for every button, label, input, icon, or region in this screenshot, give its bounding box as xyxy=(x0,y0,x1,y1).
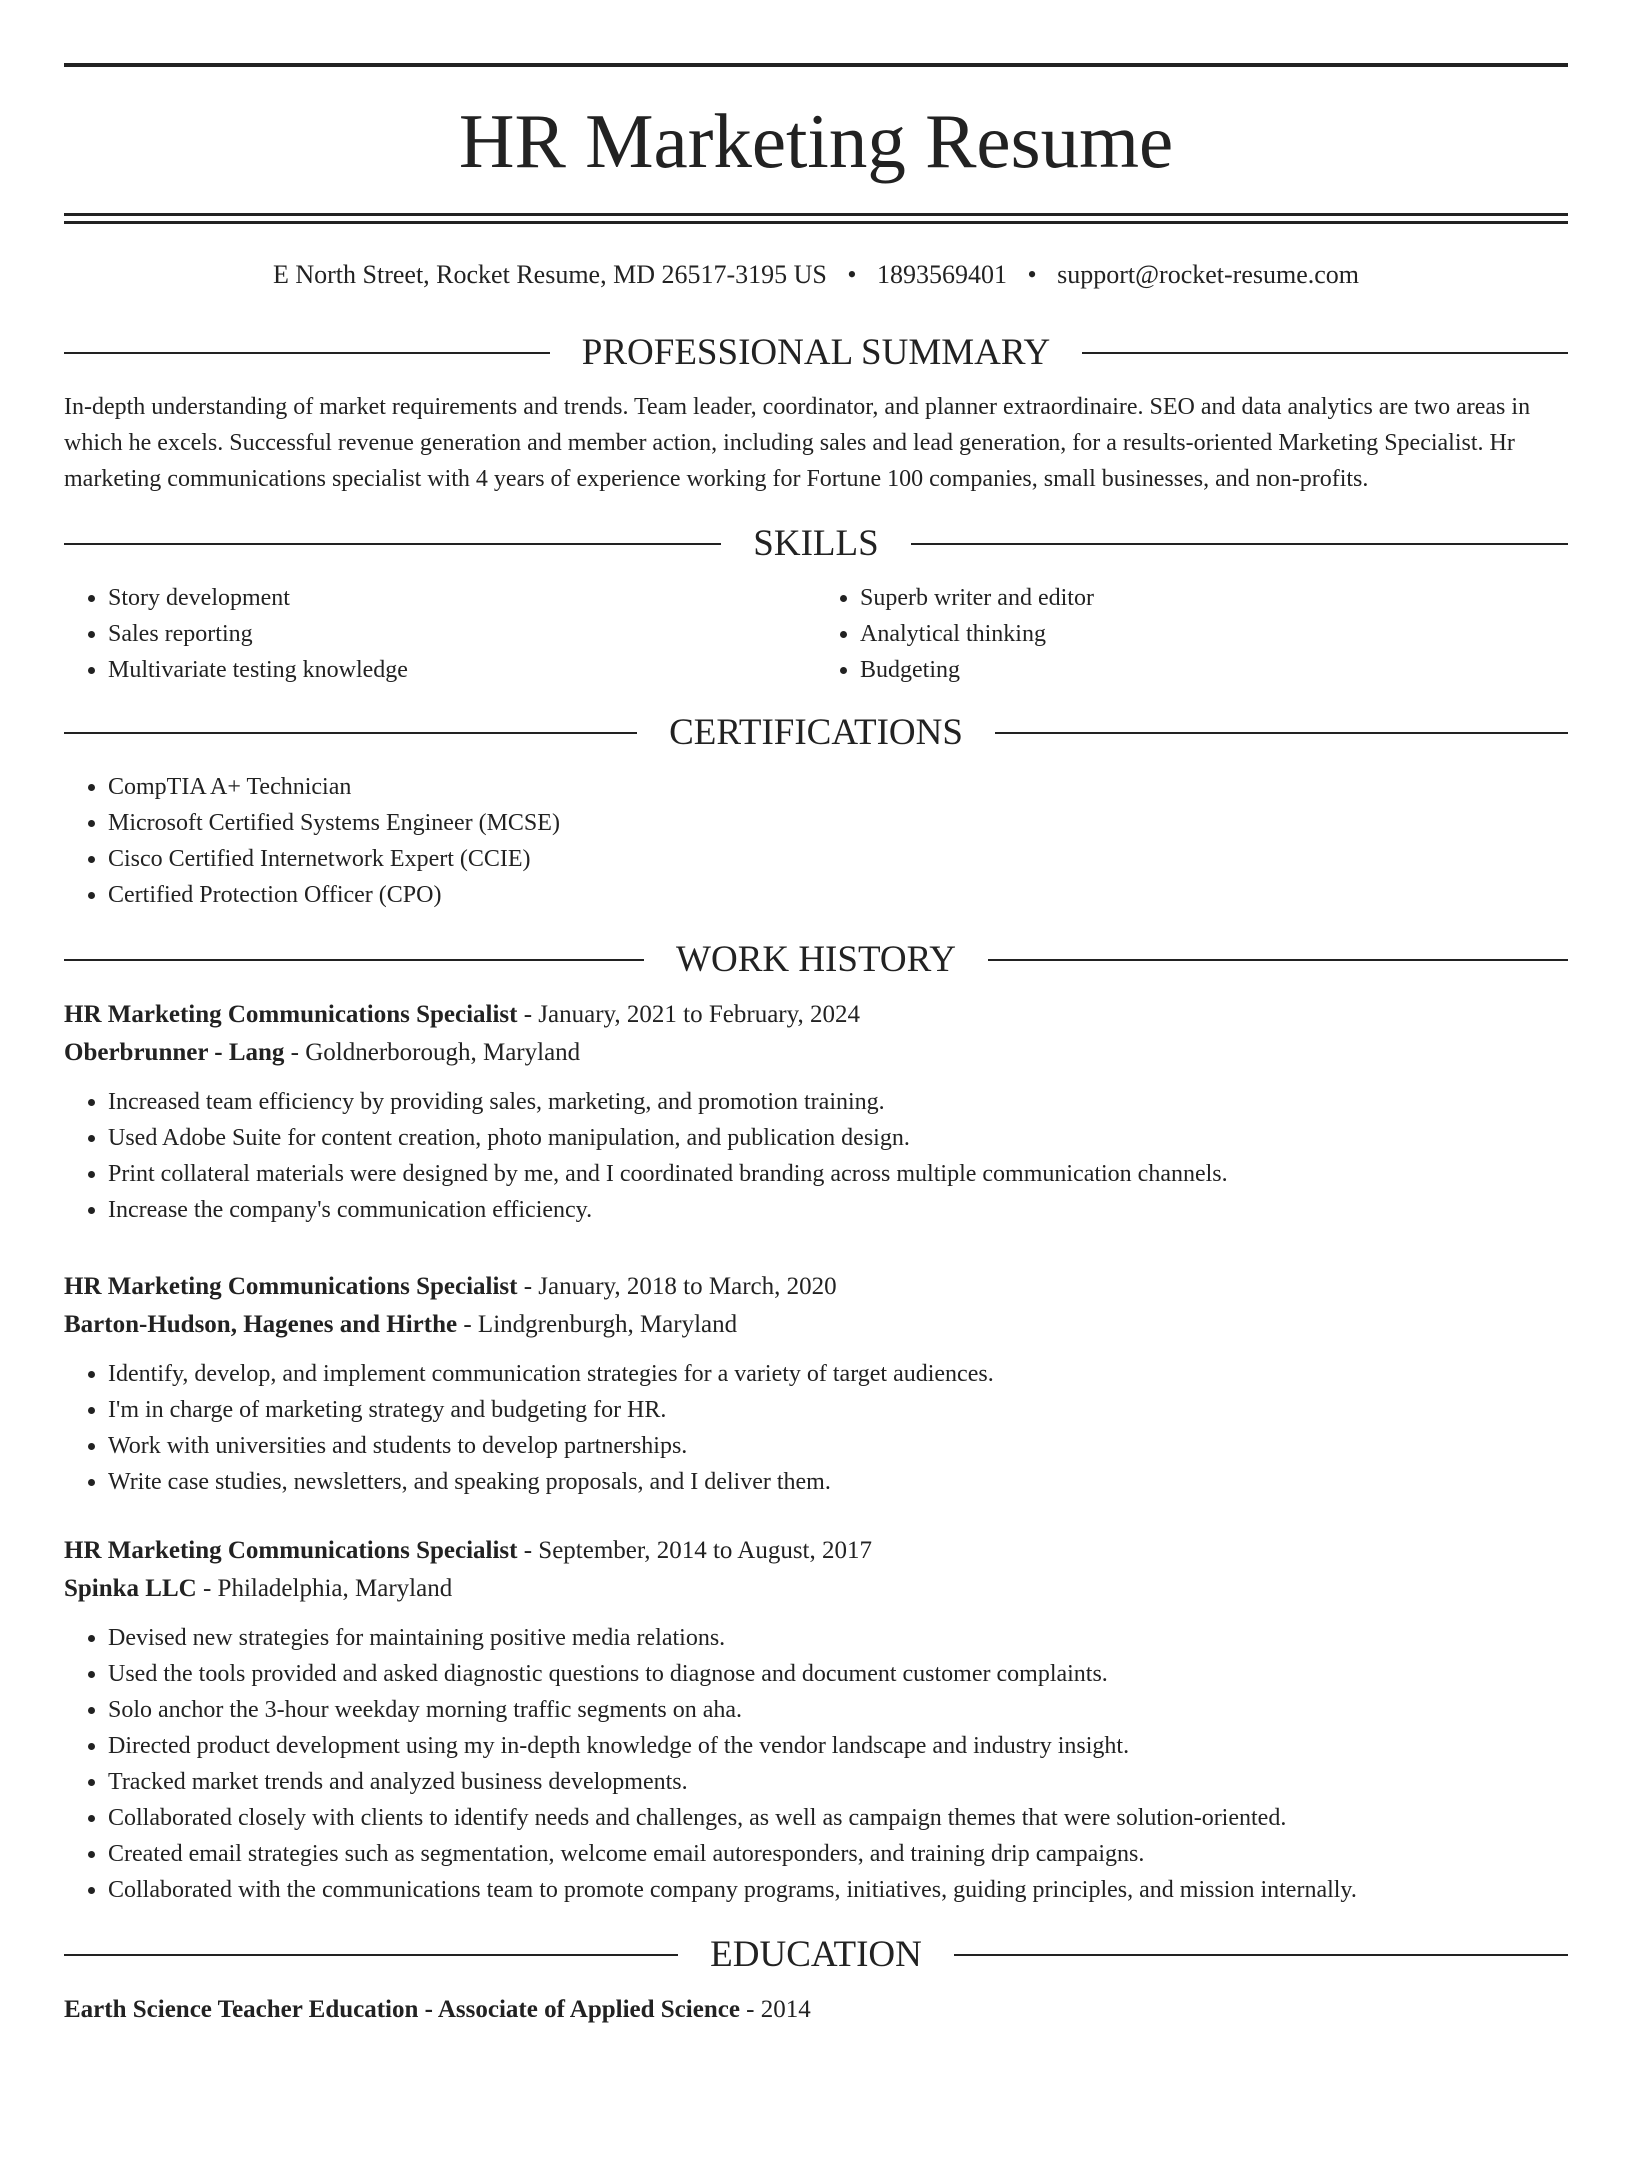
divider-line xyxy=(911,543,1568,545)
list-item: • Write case studies, newsletters, and speaking proposals, and I deliver them. xyxy=(108,1464,1568,1500)
work-entry xyxy=(64,1268,1568,1500)
contact-email: support@rocket-resume.com xyxy=(1057,260,1360,289)
list-item: • Used Adobe Suite for content creation, photo manipulation, and publication design. xyxy=(108,1120,1568,1156)
skills-column-right xyxy=(816,580,1568,688)
list-item: • Directed product development using my in-depth knowledge of the vendor landscape and industry insight. xyxy=(108,1728,1568,1764)
list-item: • Created email strategies such as segmentation, welcome email autoresponders, and training drip campaigns. xyxy=(108,1836,1568,1872)
job-title: HR Marketing Communications Specialist xyxy=(64,1273,518,1300)
list-item: • Certified Protection Officer (CPO) xyxy=(108,877,1568,913)
list-item: • Work with universities and students to develop partnerships. xyxy=(108,1428,1568,1464)
section-header-summary xyxy=(64,334,1568,371)
list-item: • Collaborated with the communications team to promote company programs, initiatives, guiding principles, and mission internally. xyxy=(108,1872,1568,1908)
job-company: Barton-Hudson, Hagenes and Hirthe xyxy=(64,1311,458,1338)
list-item: • Story development xyxy=(108,580,816,616)
education-entry xyxy=(64,1991,1568,2029)
job-dates: - September, 2014 to August, 2017 xyxy=(517,1537,872,1564)
list-item: • Budgeting xyxy=(860,652,1568,688)
list-item: • Sales reporting xyxy=(108,616,816,652)
top-rule xyxy=(64,63,1568,67)
job-location: - Philadelphia, Maryland xyxy=(196,1575,453,1602)
divider-line xyxy=(988,959,1568,961)
section-header-work xyxy=(64,941,1568,978)
section-title-certifications: CERTIFICATIONS xyxy=(669,712,963,753)
section-header-certifications xyxy=(64,714,1568,751)
section-title-work: WORK HISTORY xyxy=(676,939,956,980)
list-item: • Superb writer and editor xyxy=(860,580,1568,616)
work-entry xyxy=(64,996,1568,1228)
education-degree: Earth Science Teacher Education - Associate of Applied Science xyxy=(64,1996,740,2023)
divider-line xyxy=(64,543,721,545)
job-title-line xyxy=(64,1532,1568,1570)
section-title-education: EDUCATION xyxy=(710,1934,922,1975)
list-item: • Cisco Certified Internetwork Expert (CCIE) xyxy=(108,841,1568,877)
resume-title: HR Marketing Resume xyxy=(458,98,1174,184)
skills-list xyxy=(64,580,1568,688)
list-item: • CompTIA A+ Technician xyxy=(108,769,1568,805)
list-item: • Solo anchor the 3-hour weekday morning traffic segments on aha. xyxy=(108,1692,1568,1728)
contact-separator: • xyxy=(1027,260,1037,289)
job-company: Oberbrunner - Lang xyxy=(64,1039,285,1066)
list-item: • Used the tools provided and asked diagnostic questions to diagnose and document customer complaints. xyxy=(108,1656,1568,1692)
title-double-rule xyxy=(64,213,1568,224)
education-year: - 2014 xyxy=(739,1996,811,2023)
divider-line xyxy=(64,959,644,961)
work-entry xyxy=(64,1532,1568,1908)
divider-line xyxy=(64,1954,678,1956)
list-item: • Devised new strategies for maintaining positive media relations. xyxy=(108,1620,1568,1656)
section-title-summary: PROFESSIONAL SUMMARY xyxy=(581,332,1051,373)
list-item: • Collaborated closely with clients to identify needs and challenges, as well as campaign themes that were solution-oriented. xyxy=(108,1800,1568,1836)
list-item: • I'm in charge of marketing strategy and budgeting for HR. xyxy=(108,1392,1568,1428)
contact-separator: • xyxy=(847,260,857,289)
job-location: - Lindgrenburgh, Maryland xyxy=(457,1311,738,1338)
list-item: • Increased team efficiency by providing sales, marketing, and promotion training. xyxy=(108,1084,1568,1120)
job-location: - Goldnerborough, Maryland xyxy=(284,1039,581,1066)
list-item: • Increase the company's communication efficiency. xyxy=(108,1192,1568,1228)
certifications-list xyxy=(64,769,1568,913)
summary-text: In-depth understanding of market requirements and trends. Team leader, coordinator, and planner extraordinaire. SEO and data analytics are two areas in which he excels. Successful revenue generation and member action, including sales and lead generation, for a results-oriented Marketing Specialist. Hr marketing communications specialist with 4 years of experience working for Fortune 100 companies, small businesses, and non-profits. xyxy=(64,394,1531,492)
section-header-skills xyxy=(64,525,1568,562)
job-title-line xyxy=(64,996,1568,1034)
job-company-line xyxy=(64,1034,1568,1072)
divider-line xyxy=(954,1954,1568,1956)
job-title: HR Marketing Communications Specialist xyxy=(64,1001,518,1028)
list-item: • Tracked market trends and analyzed business developments. xyxy=(108,1764,1568,1800)
list-item: • Multivariate testing knowledge xyxy=(108,652,816,688)
contact-line xyxy=(64,260,1568,290)
job-company-line xyxy=(64,1306,1568,1344)
divider-line xyxy=(1082,352,1568,354)
contact-phone: 1893569401 xyxy=(876,260,1007,289)
job-title: HR Marketing Communications Specialist xyxy=(64,1537,518,1564)
divider-line xyxy=(64,352,550,354)
skills-column-left xyxy=(64,580,816,688)
resume-page xyxy=(0,63,1632,2175)
list-item: • Analytical thinking xyxy=(860,616,1568,652)
section-header-education xyxy=(64,1936,1568,1973)
contact-address: E North Street, Rocket Resume, MD 26517-3195 US xyxy=(272,260,827,289)
job-bullets xyxy=(64,1084,1568,1228)
list-item: • Identify, develop, and implement communication strategies for a variety of target audiences. xyxy=(108,1356,1568,1392)
job-dates: - January, 2018 to March, 2020 xyxy=(517,1273,837,1300)
work-history xyxy=(64,996,1568,1908)
job-title-line xyxy=(64,1268,1568,1306)
section-title-skills: SKILLS xyxy=(753,523,879,564)
list-item: • Print collateral materials were designed by me, and I coordinated branding across multiple communication channels. xyxy=(108,1156,1568,1192)
job-bullets xyxy=(64,1620,1568,1908)
job-company-line xyxy=(64,1570,1568,1608)
job-bullets xyxy=(64,1356,1568,1500)
job-company: Spinka LLC xyxy=(64,1575,197,1602)
list-item: • Microsoft Certified Systems Engineer (MCSE) xyxy=(108,805,1568,841)
job-dates: - January, 2021 to February, 2024 xyxy=(517,1001,860,1028)
divider-line xyxy=(995,732,1568,734)
divider-line xyxy=(64,732,637,734)
